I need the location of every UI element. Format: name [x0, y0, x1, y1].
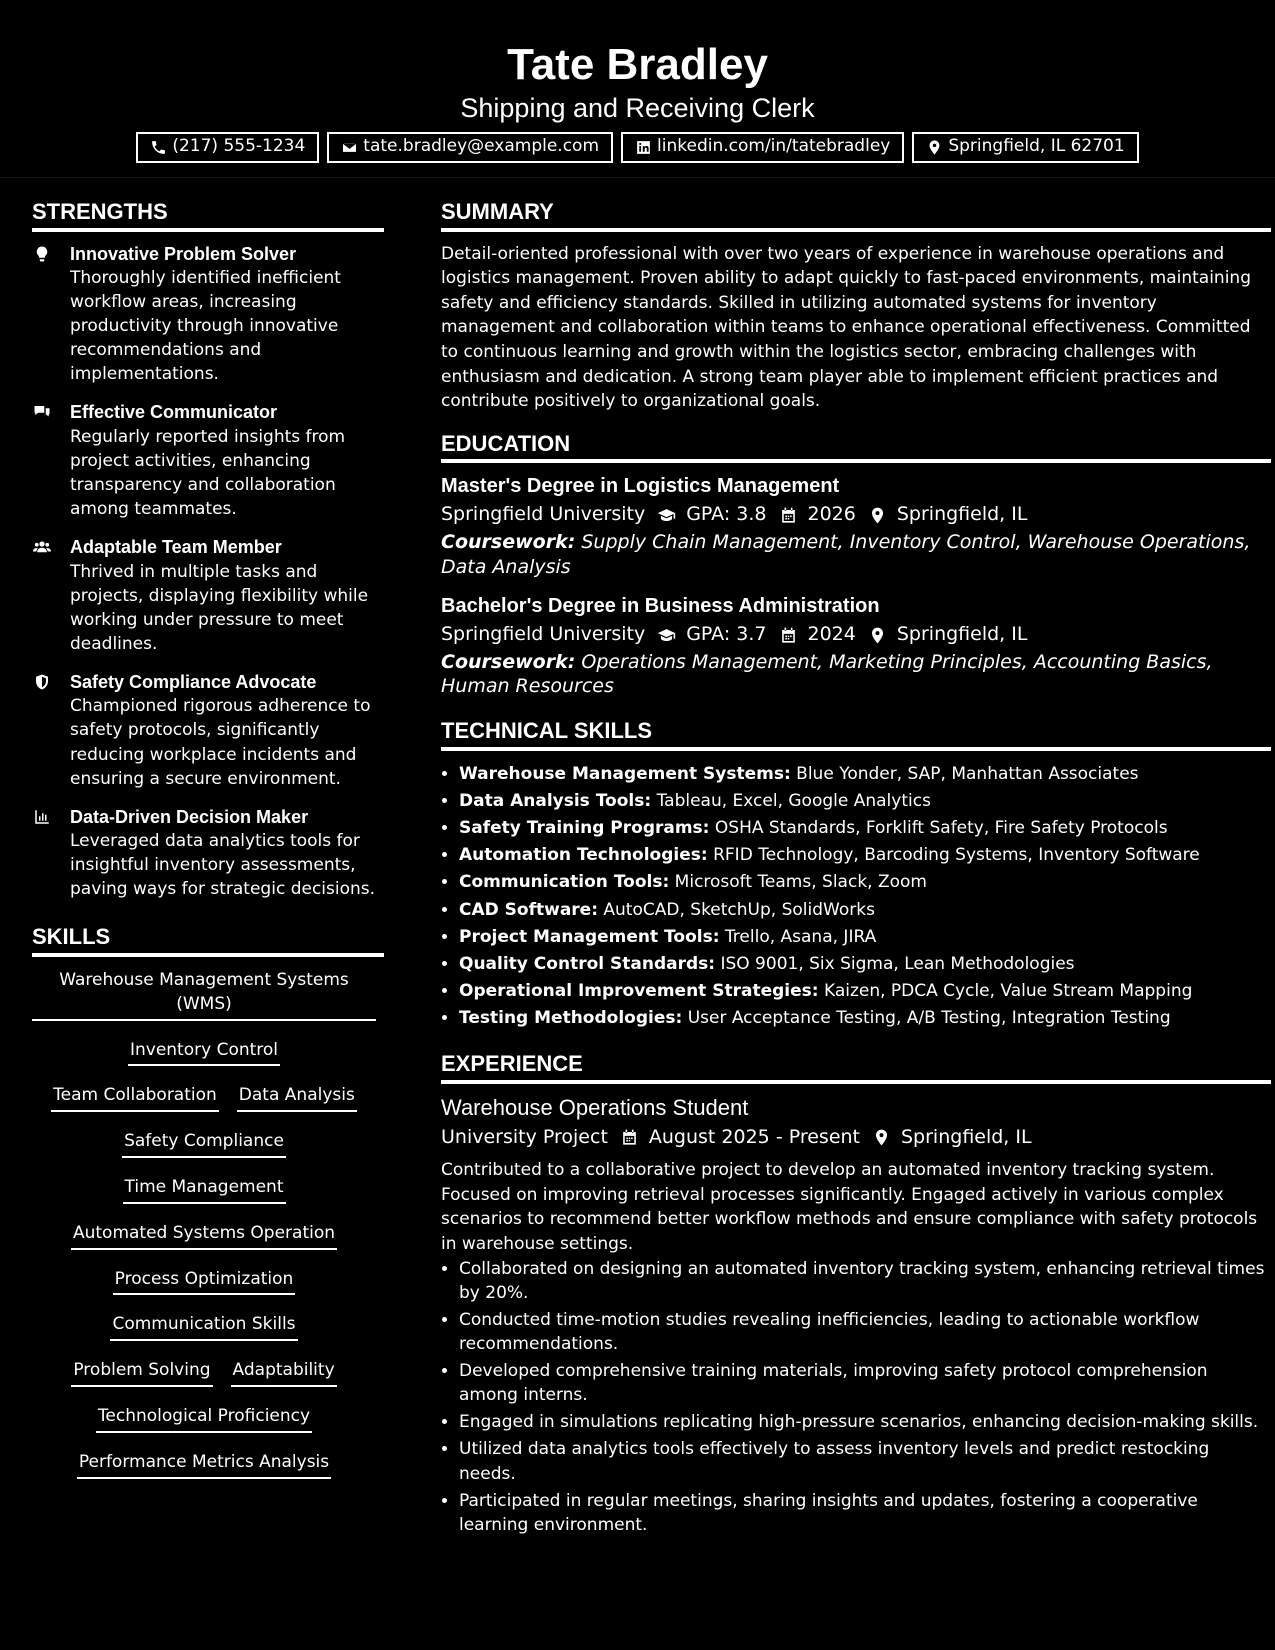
list-item: • Participated in regular meetings, sharing insights and updates, fostering a cooperative learning environment. [459, 1489, 1271, 1537]
list-item: • Engaged in simulations replicating high-pressure scenarios, enhancing decision-making skills. [459, 1410, 1271, 1434]
job-bullets [441, 1257, 1271, 1537]
phone-icon [150, 139, 167, 156]
skill-tag: Safety Compliance [122, 1130, 286, 1158]
technical-skills-heading: TECHNICAL SKILLS [441, 717, 1271, 751]
job-location: Springfield, IL [901, 1125, 1032, 1148]
degree-title: Master's Degree in Logistics Management [441, 475, 840, 498]
skill-tag: Problem Solving [71, 1359, 212, 1387]
calendar-icon [620, 1128, 639, 1147]
map-marker-icon [872, 1128, 891, 1147]
skill-tag: Communication Skills [110, 1313, 297, 1341]
graduation-cap-icon [657, 626, 676, 645]
strength-title: Data-Driven Decision Maker [70, 806, 309, 827]
job-description: Contributed to a collaborative project to develop an automated inventory tracking system. Focused on improving retrieval processes significantly. Engaged actively in various complex scenarios to recommend better workflow methods and ensure compliance with safety protocols in warehouse settings. [441, 1160, 1258, 1254]
list-item: • Communication Tools: Microsoft Teams, Slack, Zoom [459, 869, 1271, 896]
strength-desc: Regularly reported insights from project activities, enhancing transparency and collaboration among teammates. [70, 426, 346, 520]
candidate-role: Shipping and Receiving Clerk [460, 93, 815, 124]
skill-tag: Performance Metrics Analysis [77, 1451, 331, 1479]
list-item: • Project Management Tools: Trello, Asana, JIRA [459, 924, 1271, 951]
list-item: • Conducted time-motion studies revealing inefficiencies, leading to actionable workflow recommendations. [459, 1308, 1271, 1356]
strength-title: Innovative Problem Solver [70, 243, 297, 264]
degree-title: Bachelor's Degree in Business Administration [441, 595, 880, 618]
graduation-cap-icon [657, 506, 676, 525]
calendar-icon [779, 506, 798, 525]
linkedin-text: linkedin.com/in/tatebradley [657, 136, 891, 157]
list-item: • Developed comprehensive training materials, improving safety protocol comprehension among interns. [459, 1359, 1271, 1407]
skill-tag: Warehouse Management Systems (WMS) [32, 969, 376, 1021]
strengths-heading: STRENGTHS [32, 198, 384, 232]
coursework-label: Coursework: [441, 530, 576, 553]
skill-tag: Time Management [123, 1176, 286, 1204]
coursework-label: Coursework: [441, 650, 576, 673]
experience-heading: EXPERIENCE [441, 1050, 1271, 1084]
education-entry [441, 473, 1271, 579]
list-item: • Warehouse Management Systems: Blue Yonder, SAP, Manhattan Associates [459, 761, 1271, 788]
comments-icon [32, 403, 52, 421]
resume-header [0, 0, 1275, 178]
strength-item [32, 535, 384, 656]
strength-item [32, 242, 384, 387]
map-marker-icon [926, 139, 943, 156]
list-item: • Operational Improvement Strategies: Kaizen, PDCA Cycle, Value Stream Mapping [459, 978, 1271, 1005]
skill-tag: Team Collaboration [51, 1084, 219, 1112]
job-title: Warehouse Operations Student [441, 1094, 749, 1120]
map-marker-icon [868, 506, 887, 525]
strength-title: Safety Compliance Advocate [70, 672, 317, 693]
grad-year: 2026 [807, 503, 856, 526]
strength-title: Effective Communicator [70, 402, 278, 423]
list-item: • Collaborated on designing an automated inventory tracking system, enhancing retrieval times by 20%. [459, 1257, 1271, 1305]
school-name: Springfield University [441, 623, 646, 646]
education-heading: EDUCATION [441, 430, 1271, 464]
technical-skills-list [441, 761, 1271, 1033]
contact-bar [0, 132, 1275, 163]
skills-section [32, 923, 384, 1478]
skill-tag: Process Optimization [113, 1268, 296, 1296]
job-dates: August 2025 - Present [648, 1125, 860, 1148]
list-item: • Safety Training Programs: OSHA Standards, Forklift Safety, Fire Safety Protocols [459, 815, 1271, 842]
phone-text: (217) 555-1234 [172, 136, 306, 157]
skill-tag: Inventory Control [128, 1039, 280, 1067]
gpa: GPA: 3.7 [686, 623, 767, 646]
contact-phone[interactable] [136, 132, 319, 163]
calendar-icon [779, 626, 798, 645]
list-item: • Testing Methodologies: User Acceptance Testing, A/B Testing, Integration Testing [459, 1005, 1271, 1032]
map-marker-icon [868, 626, 887, 645]
skill-tag: Adaptability [231, 1359, 337, 1387]
list-item: • CAD Software: AutoCAD, SketchUp, SolidWorks [459, 897, 1271, 924]
list-item: • Data Analysis Tools: Tableau, Excel, Google Analytics [459, 788, 1271, 815]
list-item: • Utilized data analytics tools effectively to assess inventory levels and predict restocking needs. [459, 1437, 1271, 1485]
summary-text: Detail-oriented professional with over two years of experience in warehouse operations and logistics management. Proven ability to adapt quickly to fast-paced environments, maintaining safety and efficiency standards. Skilled in utilizing automated systems for inventory management and collaboration within teams to enhance operational effectiveness. Committed to continuous learning and growth within the logistics sector, embracing challenges with enthusiasm and dedication. A strong team player able to implement efficient practices and contribute positively to organizational goals. [441, 243, 1251, 412]
lightbulb-icon [32, 245, 52, 263]
envelope-icon [341, 139, 358, 156]
strength-desc: Thrived in multiple tasks and projects, displaying flexibility while working under pressure to meet deadlines. [70, 561, 369, 654]
grad-year: 2024 [807, 623, 856, 646]
contact-location[interactable] [912, 132, 1138, 163]
right-column [441, 178, 1271, 1540]
skill-tag: Automated Systems Operation [71, 1222, 337, 1250]
email-text: tate.bradley@example.com [363, 136, 600, 157]
coursework-list: Operations Management, Marketing Principles, Accounting Basics, Human Resources [441, 650, 1213, 698]
strength-item [32, 670, 384, 791]
list-item: • Automation Technologies: RFID Technology, Barcoding Systems, Inventory Software [459, 842, 1271, 869]
users-icon [32, 538, 52, 556]
gpa: GPA: 3.8 [686, 503, 767, 526]
contact-linkedin[interactable] [621, 132, 904, 163]
strength-item [32, 805, 384, 902]
candidate-name: Tate Bradley [507, 40, 768, 89]
strength-desc: Thoroughly identified inefficient workflow areas, increasing productivity through innovative recommendations and implementations. [70, 267, 341, 385]
strength-desc: Championed rigorous adherence to safety protocols, significantly reducing workplace incidents and ensuring a secure environment. [70, 696, 371, 789]
list-item: • Quality Control Standards: ISO 9001, Six Sigma, Lean Methodologies [459, 951, 1271, 978]
skills-heading: SKILLS [32, 923, 384, 957]
school-location: Springfield, IL [896, 623, 1028, 646]
skill-tag: Technological Proficiency [96, 1405, 312, 1433]
skill-tag: Data Analysis [237, 1084, 357, 1112]
strength-title: Adaptable Team Member [70, 537, 282, 558]
coursework-list: Supply Chain Management, Inventory Control, Warehouse Operations, Data Analysis [441, 530, 1251, 578]
contact-email[interactable] [327, 132, 613, 163]
strength-item [32, 400, 384, 521]
left-column [32, 178, 384, 1540]
shield-icon [32, 673, 52, 691]
location-text: Springfield, IL 62701 [948, 136, 1125, 157]
summary-heading: SUMMARY [441, 198, 1271, 232]
strength-desc: Leveraged data analytics tools for insightful inventory assessments, paving ways for strategic decisions. [70, 831, 376, 900]
chart-bar-icon [32, 808, 52, 826]
school-name: Springfield University [441, 503, 646, 526]
linkedin-icon [635, 139, 652, 156]
school-location: Springfield, IL [896, 503, 1028, 526]
job-org: University Project [441, 1125, 608, 1148]
education-entry [441, 593, 1271, 699]
